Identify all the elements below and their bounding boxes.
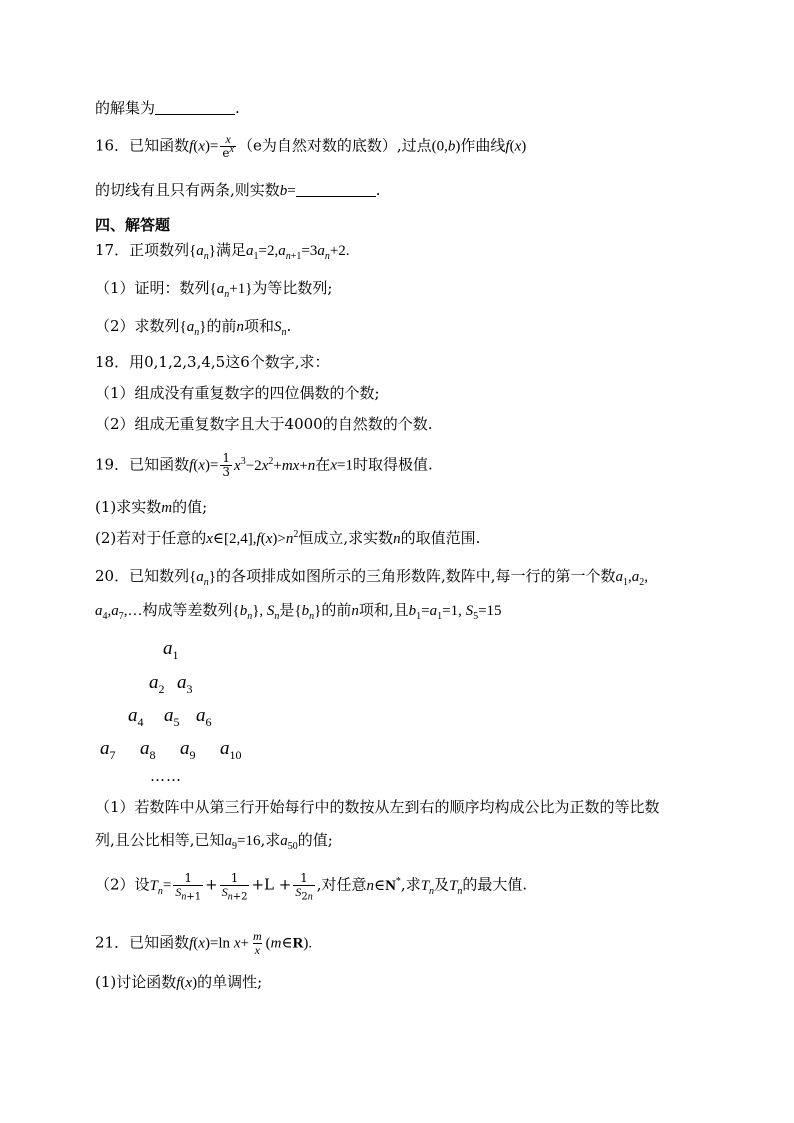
array-item: $a_3$	[177, 672, 193, 696]
answer-blank	[155, 100, 235, 115]
array-item: $a_1$	[163, 638, 179, 662]
question-20-cont: $a_4,a_7,\dots$构成等差数列$\{b_n\}$, $S_n$是$\{b_n\}$的前n项和,且$b_1=a_1=1$, $S_5=15$	[95, 601, 502, 622]
array-item: $a_4$	[128, 705, 144, 729]
question-17-part1: （1）证明：数列$\{a_n+1\}$为等比数列;	[95, 279, 333, 300]
question-20-part2: （2）设$T_n=$ $\frac{1}{S_{n+1}}$ + $\frac{1}{S_{n+2}}$ +L + $\frac{1}{S_{2n}}$ ,对任意n∈N*,求$T_n$及$T_n$的最大值.	[95, 871, 528, 903]
array-item: $a_{10}$	[220, 738, 242, 762]
question-21-part1: (1)讨论函数f(x)的单调性;	[95, 973, 263, 991]
question-18-part1: （1）组成没有重复数字的四位偶数的个数;	[95, 384, 380, 402]
question-19: 19．已知函数f(x)= $\frac{1}{3}$ $x^3-2x^2+mx+n$在x=1时取得极值.	[95, 451, 433, 479]
fraction: $\frac{x}{e^x}$	[222, 132, 234, 160]
section-title: 四、解答题	[95, 216, 171, 234]
answer-blank	[296, 182, 376, 197]
array-item: $a_7$	[100, 738, 116, 762]
question-17: 17．正项数列$\{a_n\}$满足$a_1=2,a_{n+1}=3a_n+2$.	[95, 241, 350, 262]
ellipsis: ……	[150, 767, 182, 785]
question-18-part2: （2）组成无重复数字且大于4000的自然数的个数.	[95, 415, 433, 433]
q15-tail: 的解集为 .	[95, 99, 240, 117]
question-19-part2: (2)若对于任意的$x\in[2,4],f(x)>n^2$恒成立,求实数n的取值范围.	[95, 529, 481, 547]
array-item: $a_5$	[164, 705, 180, 729]
question-17-part2: （2）求数列$\{a_n\}$的前n项和$S_n$.	[95, 317, 292, 338]
array-item: $a_9$	[180, 738, 196, 762]
array-item: $a_8$	[140, 738, 156, 762]
question-19-part1: (1)求实数m的值;	[95, 498, 208, 516]
array-item: $a_2$	[149, 672, 165, 696]
question-16-cont: 的切线有且只有两条,则实数b= .	[95, 181, 381, 199]
array-item: $a_6$	[196, 705, 212, 729]
question-18: 18．用0,1,2,3,4,5这6个数字,求：	[95, 353, 330, 371]
question-21: 21．已知函数f(x)=ln x+ $\frac{m}{x}$ (m∈R).	[95, 929, 313, 957]
question-20-part1-cont: 列,且公比相等,已知$a_9=16$,求$a_{50}$的值;	[95, 831, 333, 852]
question-20-part1: （1）若数阵中从第三行开始每行中的数按从左到右的顺序均构成公比为正数的等比数	[95, 798, 660, 816]
question-20: 20．已知数列$\{a_n\}$的各项排成如图所示的三角形数阵,数阵中,每一行的第一个数$a_1,a_2$,	[95, 567, 649, 588]
question-16: 16．已知函数f(x)= $\frac{x}{e^x}$ （e为自然对数的底数）,过点(0,b)作曲线f(x)	[95, 132, 527, 160]
